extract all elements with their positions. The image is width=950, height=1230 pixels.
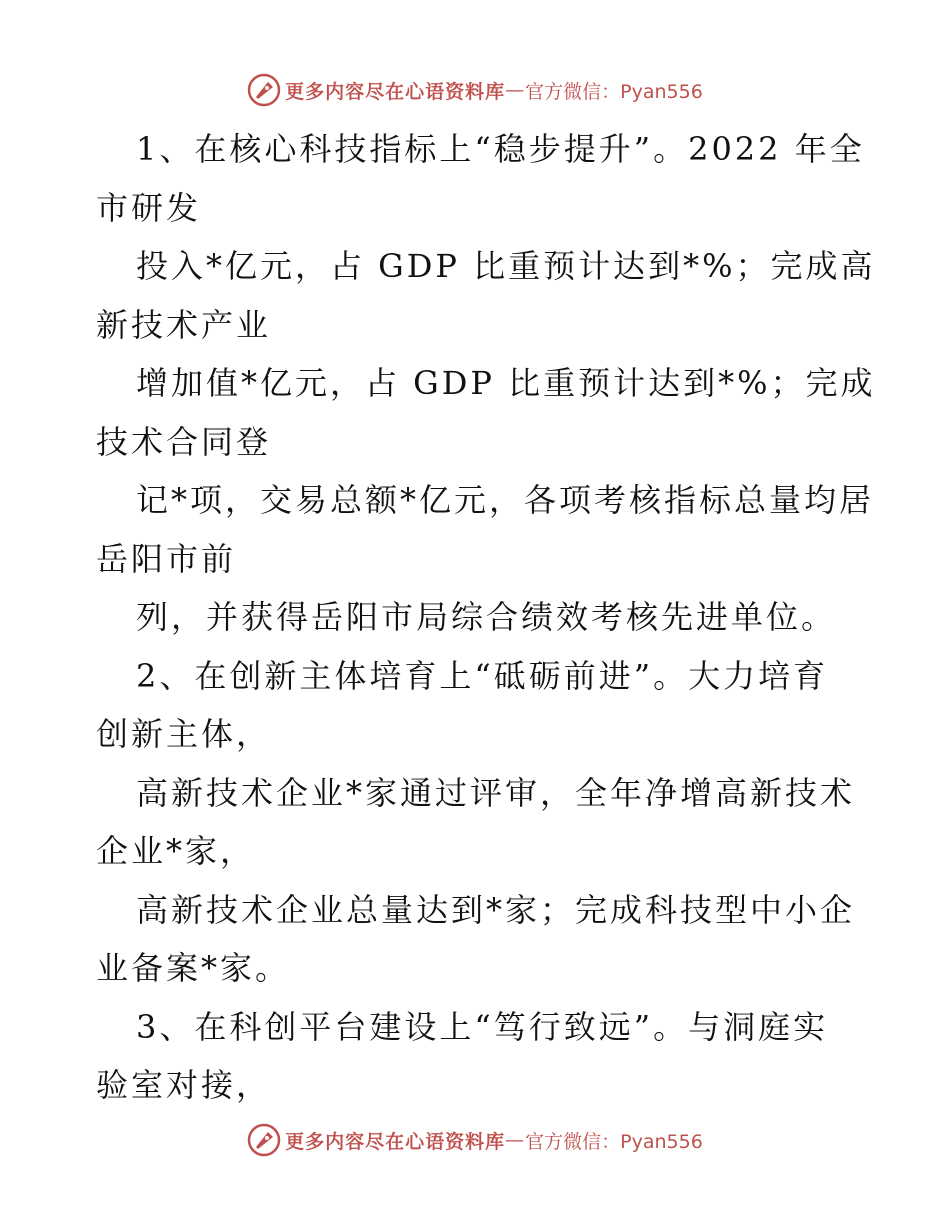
text-line: 新技术产业 <box>96 305 272 344</box>
text-line: 1、在核心科技指标上“稳步提升”。2022 年全 <box>136 130 865 168</box>
pen-nib-logo-icon <box>247 73 281 107</box>
text-line: 市研发 <box>96 188 202 227</box>
text-line: 创新主体， <box>96 715 272 753</box>
text-line: 高新技术企业*家通过评审，全年净增高新技术 <box>136 773 856 812</box>
text-line: 技术合同登 <box>96 422 272 461</box>
banner-wechat: 官方微信：Pyan556 <box>525 80 703 103</box>
text-line: 验室对接， <box>96 1066 272 1104</box>
text-line: 岳阳市前 <box>96 539 237 578</box>
banner-brand: 更多内容尽在心语资料库 <box>285 1130 506 1153</box>
banner-wechat: 官方微信：Pyan556 <box>525 1130 703 1153</box>
text-line: 3、在科创平台建设上“笃行致远”。与洞庭实 <box>136 1007 829 1046</box>
text-line: 业备案*家。 <box>96 949 291 987</box>
text-line: 增加值*亿元，占 GDP 比重预计达到*%；完成 <box>136 364 876 402</box>
text-line: 高新技术企业总量达到*家；完成科技型中小企 <box>136 890 856 929</box>
banner-brand: 更多内容尽在心语资料库 <box>285 80 506 103</box>
text-line: 记*项，交易总额*亿元，各项考核指标总量均居 <box>136 481 875 519</box>
banner-separator: — <box>505 79 526 101</box>
pen-nib-logo-icon <box>247 1123 281 1157</box>
footer-banner <box>0 1120 950 1160</box>
banner-separator: — <box>505 1129 526 1151</box>
text-line: 企业*家， <box>96 832 256 870</box>
text-line: 2、在创新主体培育上“砥砺前进”。大力培育 <box>136 656 829 695</box>
document-body <box>96 120 876 1115</box>
text-line: 列，并获得岳阳市局综合绩效考核先进单位。 <box>136 598 837 636</box>
header-banner <box>0 70 950 110</box>
text-line: 投入*亿元，占 GDP 比重预计达到*%；完成高 <box>136 247 876 285</box>
